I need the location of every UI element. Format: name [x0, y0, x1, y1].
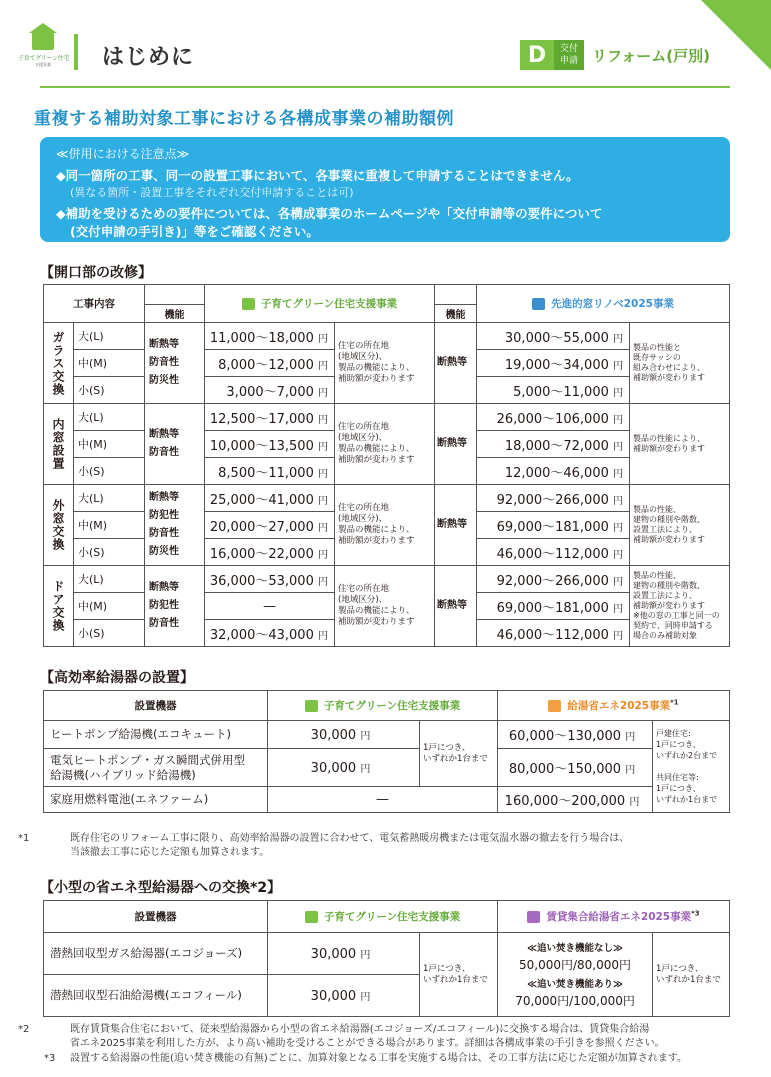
logo-sub: 支援事業 — [35, 62, 51, 67]
work-group: 外窓交換 — [44, 485, 74, 566]
col-func-green: 機能 — [145, 305, 205, 323]
amount-blue: 30,000～55,000 円 — [477, 323, 630, 350]
logo-text: 子育てグリーン住宅 — [18, 55, 70, 62]
device-name: ヒートポンプ給湯機(エコキュート) — [44, 721, 268, 749]
logo — [18, 32, 68, 72]
size-label: 小(S) — [74, 539, 145, 566]
size-label: 大(L) — [74, 404, 145, 431]
device-name: 電気ヒートポンプ・ガス瞬間式併用型 給湯機(ハイブリッド給湯機) — [44, 749, 268, 787]
amount-green: 10,000～13,500 円 — [205, 431, 335, 458]
amount-orange: 80,000～150,000 円 — [498, 749, 653, 787]
amount-green: 30,000 円 — [268, 975, 420, 1017]
notes-line-3: (交付申請の手引き)」等をご確認ください。 — [70, 224, 319, 239]
notes-line-2: ◆補助を受けるための要件については、各構成事業のホームページや「交付申請等の要件について — [56, 206, 603, 221]
small-heaters-table — [43, 900, 730, 1017]
notes-box — [40, 137, 730, 242]
footnote-1: *1 既存住宅のリフォーム工事に限り、高効率給湯器の設置に合わせて、電気蓄熱暖房機または電気温水器の撤去を行う場合は、 当該撤去工事に応じた定額も加算されます。 — [18, 833, 630, 858]
func-blue: 断熱等 — [435, 404, 477, 485]
col-device: 設置機器 — [44, 901, 268, 933]
amount-green: 36,000～53,000 円 — [205, 566, 335, 593]
prog-blue-header: 先進的窓リノベ2025事業 — [477, 285, 730, 323]
amount-green: — — [205, 593, 335, 620]
note-blue: 製品の性能、 建物の種別や階数、 設置工法により、 補助額が変わります ※他の窓の工事と同一の 契約で、同時申請する 場合のみ補助対象 — [630, 566, 730, 647]
func-green: 断熱等 防音性 — [145, 404, 205, 485]
amount-orange: 160,000～200,000 円 — [498, 787, 653, 813]
amount-green: — — [268, 787, 498, 813]
func-green: 断熱等 防犯性 防音性 — [145, 566, 205, 647]
size-label: 大(L) — [74, 323, 145, 350]
badge-mid: 交付 申請 — [554, 40, 584, 70]
amount-blue: 46,000～112,000 円 — [477, 539, 630, 566]
amount-blue: 26,000～106,000 円 — [477, 404, 630, 431]
size-label: 大(L) — [74, 485, 145, 512]
purple-amounts: ≪追い焚き機能なし≫ 50,000円/80,000円 ≪追い焚き機能あり≫ 70,000円/100,000円 — [498, 933, 653, 1017]
orange-note: 戸建住宅: 1戸につき、 いずれか2台まで 共同住宅等: 1戸につき、 いずれか1台まで — [653, 721, 730, 813]
badge-label: リフォーム(戸別) — [592, 46, 710, 65]
badge-letter: D — [520, 40, 554, 70]
size-label: 中(M) — [74, 593, 145, 620]
size-label: 中(M) — [74, 512, 145, 539]
amount-green: 16,000～22,000 円 — [205, 539, 335, 566]
amount-green: 20,000～27,000 円 — [205, 512, 335, 539]
func-blue: 断熱等 — [435, 485, 477, 566]
work-group: ガラス交換 — [44, 323, 74, 404]
func-blue: 断熱等 — [435, 323, 477, 404]
water-heaters-table — [43, 690, 730, 813]
footnote-3: *3 設置する給湯器の性能(追い焚き機能の有無)ごとに、加算対象となる工事を実施する場合は、その工事方法に応じた定額が加算されます。 — [44, 1053, 688, 1064]
heater-icon — [548, 700, 561, 712]
note-green: 住宅の所在地 (地域区分)、 製品の機能により、 補助額が変わります — [335, 404, 435, 485]
func-blue: 断熱等 — [435, 566, 477, 647]
prog-green-header: 子育てグリーン住宅支援事業 — [268, 901, 498, 933]
work-group: 内窓設置 — [44, 404, 74, 485]
amount-orange: 60,000～130,000 円 — [498, 721, 653, 749]
note-green: 住宅の所在地 (地域区分)、 製品の機能により、 補助額が変わります — [335, 566, 435, 647]
amount-blue: 92,000～266,000 円 — [477, 485, 630, 512]
notes-line-1-sub: (異なる箇所・設置工事をそれぞれ交付申請することは可) — [70, 186, 354, 199]
prog-orange-header: 給湯省エネ2025事業$^{*1}$ — [498, 691, 730, 721]
table-row — [44, 323, 730, 350]
window-icon — [532, 298, 545, 310]
device-name: 潜熱回収型石油給湯機(エコフィール) — [44, 975, 268, 1017]
amount-green: 30,000 円 — [268, 721, 420, 749]
amount-blue: 12,000～46,000 円 — [477, 458, 630, 485]
size-label: 小(S) — [74, 377, 145, 404]
amount-blue: 19,000～34,000 円 — [477, 350, 630, 377]
func-green: 断熱等 防犯性 防音性 防災性 — [145, 485, 205, 566]
footnote-2: *2 既存賃貸集合住宅において、従来型給湯器から小型の省エネ給湯器(エコジョーズ/エコフィール)に交換する場合は、賃貸集合給湯 省エネ2025事業を利用した方が、より高い補助を受けることができる場合があります。詳細は各構成事業の手引きを参照ください。 — [18, 1024, 665, 1049]
amount-blue: 18,000～72,000 円 — [477, 431, 630, 458]
small-heaters-heading: 【小型の省エネ型給湯器への交換*2】 — [40, 880, 282, 896]
house-icon — [242, 298, 255, 310]
corner-accent — [701, 0, 771, 70]
col-device: 設置機器 — [44, 691, 268, 721]
col-func-blue: 機能 — [435, 305, 477, 323]
notes-line-1: ◆同一箇所の工事、同一の設置工事において、各事業に重複して申請することはできません。 — [56, 168, 579, 183]
amount-green: 12,500～17,000 円 — [205, 404, 335, 431]
amount-blue: 5,000～11,000 円 — [477, 377, 630, 404]
amount-green: 25,000～41,000 円 — [205, 485, 335, 512]
amount-green: 32,000～43,000 円 — [205, 620, 335, 647]
note-blue: 製品の性能と 既存サッシの 組み合わせにより、 補助額が変わります — [630, 323, 730, 404]
amount-green: 11,000～18,000 円 — [205, 323, 335, 350]
amount-green: 30,000 円 — [268, 933, 420, 975]
category-badge — [520, 40, 710, 70]
water-heaters-heading: 【高効率給湯器の設置】 — [40, 670, 194, 686]
prog-green-header: 子育てグリーン住宅支援事業 — [268, 691, 498, 721]
building-icon — [527, 911, 540, 923]
amount-green: 8,000～12,000 円 — [205, 350, 335, 377]
prog-purple-header: 賃貸集合給湯省エネ2025事業$^{*3}$ — [498, 901, 730, 933]
amount-blue: 92,000～266,000 円 — [477, 566, 630, 593]
note-blue: 製品の性能により、 補助額が変わります — [630, 404, 730, 485]
size-label: 大(L) — [74, 566, 145, 593]
size-label: 中(M) — [74, 431, 145, 458]
title-bar — [74, 34, 78, 70]
size-label: 小(S) — [74, 620, 145, 647]
house-icon — [305, 700, 318, 712]
device-name: 家庭用燃料電池(エネファーム) — [44, 787, 268, 813]
table-row — [44, 566, 730, 593]
house-icon — [32, 32, 54, 50]
header-divider — [40, 86, 730, 88]
green-note: 1戸につき、 いずれか1台まで — [420, 721, 498, 787]
notes-heading: ≪併用における注意点≫ — [56, 147, 190, 161]
size-label: 小(S) — [74, 458, 145, 485]
house-icon — [305, 911, 318, 923]
amount-green: 3,000～7,000 円 — [205, 377, 335, 404]
amount-blue: 69,000～181,000 円 — [477, 512, 630, 539]
amount-blue: 69,000～181,000 円 — [477, 593, 630, 620]
func-green: 断熱等 防音性 防災性 — [145, 323, 205, 404]
section-title: 重複する補助対象工事における各構成事業の補助額例 — [34, 109, 454, 129]
openings-heading: 【開口部の改修】 — [40, 265, 152, 281]
green-note: 1戸につき、 いずれか1台まで — [420, 933, 498, 1017]
prog-green-header: 子育てグリーン住宅支援事業 — [205, 285, 435, 323]
device-name: 潜熱回収型ガス給湯器(エコジョーズ) — [44, 933, 268, 975]
note-green: 住宅の所在地 (地域区分)、 製品の機能により、 補助額が変わります — [335, 485, 435, 566]
purple-note: 1戸につき、 いずれか1台まで — [653, 933, 730, 1017]
amount-blue: 46,000～112,000 円 — [477, 620, 630, 647]
openings-table — [43, 284, 730, 647]
note-green: 住宅の所在地 (地域区分)、 製品の機能により、 補助額が変わります — [335, 323, 435, 404]
table-row — [44, 404, 730, 431]
amount-green: 8,500～11,000 円 — [205, 458, 335, 485]
amount-green: 30,000 円 — [268, 749, 420, 787]
size-label: 中(M) — [74, 350, 145, 377]
note-blue: 製品の性能、 建物の種別や階数、 設置工法により、 補助額が変わります — [630, 485, 730, 566]
work-group: ドア交換 — [44, 566, 74, 647]
table-row — [44, 485, 730, 512]
page-title: はじめに — [102, 45, 195, 70]
col-work: 工事内容 — [44, 285, 145, 323]
